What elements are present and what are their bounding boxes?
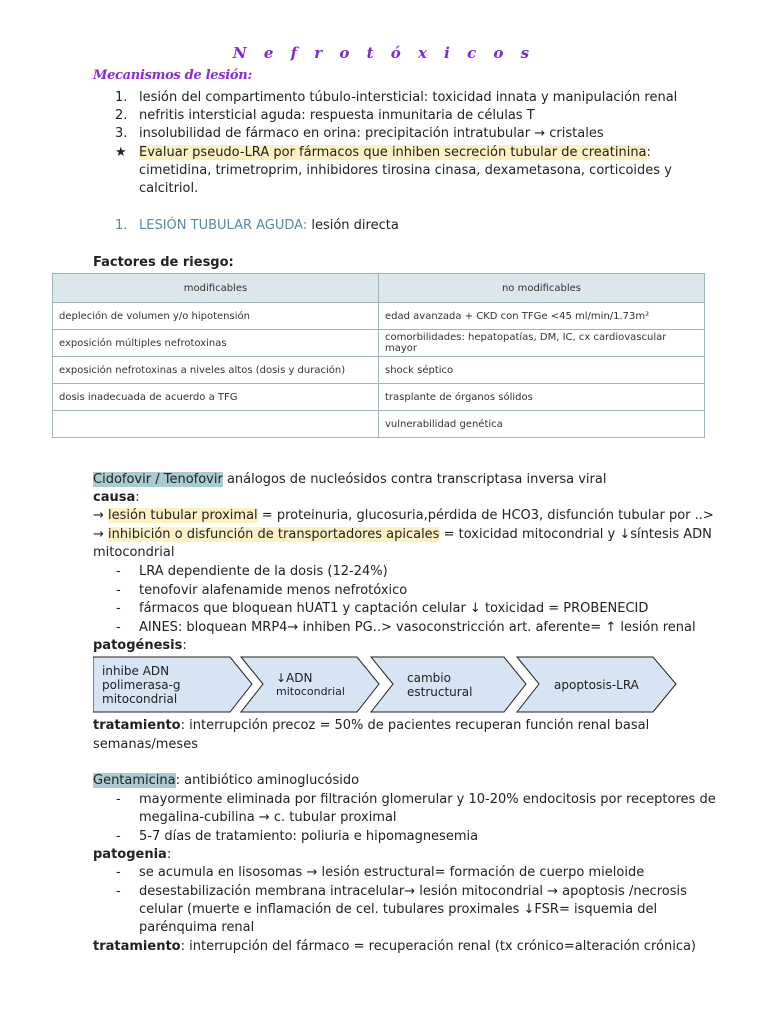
table-row [53, 384, 705, 411]
patogenia-heading [93, 846, 171, 864]
table-header: modificables [53, 274, 379, 303]
table-cell: depleción de volumen y/o hipotensión [53, 303, 379, 330]
list-item: lesión del compartimento túbulo-intersticial: toxicidad innata y manipulación renal [139, 90, 678, 105]
text: = proteinuria, glucosuria,pérdida de HCO3, disfunción tubular por ..> [257, 508, 714, 523]
page-title: N e f r o t ó x i c o s [232, 44, 536, 62]
bullet-dash: - [116, 583, 121, 598]
arrow-icon: → [93, 508, 109, 523]
bullet-dash: - [116, 564, 121, 579]
text: : interrupción precoz = 50% de pacientes recuperan función renal basal [180, 718, 650, 733]
list-item: mayormente eliminada por filtración glomerular y 10-20% endocitosis por receptores de [139, 792, 716, 807]
list-item: LRA dependiente de la dosis (12-24%) [139, 564, 388, 579]
causa-line [93, 526, 712, 544]
list-item: 5-7 días de tratamiento: poliuria e hipomagnesemia [139, 829, 479, 844]
table-cell [53, 411, 379, 438]
list-item-continuation: cimetidina, trimetroprim, inhibidores tirosina cinasa, dexametasona, corticoides y [139, 163, 672, 178]
table-row [53, 303, 705, 330]
bullet-dash: - [116, 884, 121, 899]
list-item: fármacos que bloquean hUAT1 y captación celular ↓ toxicidad = PROBENECID [139, 601, 649, 616]
causa-line-continuation: mitocondrial [93, 545, 175, 560]
section-heading [139, 217, 399, 235]
bullet-dash: - [116, 620, 121, 635]
list-number: 2. [115, 108, 128, 123]
list-item-continuation: megalina-cubilina → c. tubular proximal [139, 810, 397, 825]
flow-step-label: inhibe ADN [102, 664, 170, 678]
highlight: inhibición o disfunción de transportadores apicales [108, 527, 440, 542]
label: patogénesis [93, 638, 183, 653]
text: : [182, 638, 187, 653]
list-number: 1. [115, 90, 128, 105]
flow-step-label: mitocondrial [276, 685, 345, 698]
risk-heading: Factores de riesgo: [93, 255, 234, 270]
label: tratamiento [93, 939, 181, 954]
highlight: lesión tubular proximal [108, 508, 258, 523]
drug-description: análogos de nucleósidos contra transcriptasa inversa viral [222, 472, 607, 487]
section-text: lesión directa [307, 218, 399, 233]
drug-description: : antibiótico aminoglucósido [175, 773, 360, 788]
text: : [646, 145, 651, 160]
causa-heading [93, 489, 140, 507]
highlight: Evaluar pseudo-LRA por fármacos que inhiben secreción tubular de creatinina [139, 145, 647, 160]
text: : [135, 490, 140, 505]
text: : interrupción del fármaco = recuperación renal (tx crónico=alteración crónica) [180, 939, 697, 954]
label: tratamiento [93, 718, 181, 733]
label: causa [93, 490, 136, 505]
table-cell: comorbilidades: hepatopatías, DM, IC, cx cardiovascular mayor [379, 330, 705, 357]
table-cell: vulnerabilidad genética [379, 411, 705, 438]
flow-step-label: ↓ADN [276, 671, 313, 685]
drug-name: Gentamicina [93, 773, 176, 788]
list-item: AINES: bloquean MRP4→ inhiben PG..> vasoconstricción art. aferente= ↑ lesión renal [139, 620, 696, 635]
table-row [53, 330, 705, 357]
list-item: desestabilización membrana intracelular→ lesión mitocondrial → apoptosis /necrosis [139, 884, 687, 899]
list-item-continuation: parénquima renal [139, 920, 255, 935]
flow-step-label: cambio [407, 671, 451, 685]
mechanisms-heading: Mecanismos de lesión: [93, 68, 252, 83]
list-number: 3. [115, 126, 128, 141]
list-item-continuation: calcitriol. [139, 181, 199, 196]
star-icon: ★ [115, 145, 127, 160]
list-item: nefritis intersticial aguda: respuesta inmunitaria de células T [139, 108, 535, 123]
flow-step-label: apoptosis-LRA [554, 678, 639, 692]
treatment-line-continuation: semanas/meses [93, 737, 198, 752]
table-cell: edad avanzada + CKD con TFGe <45 ml/min/1.73m² [379, 303, 705, 330]
section-label: LESIÓN TUBULAR AGUDA: [139, 218, 308, 233]
label: patogenia [93, 847, 167, 862]
patogenesis-heading [93, 637, 187, 655]
table-row [53, 411, 705, 438]
drug-heading [93, 772, 359, 790]
table-cell: exposición nefrotoxinas a niveles altos (dosis y duración) [53, 357, 379, 384]
table-cell: dosis inadecuada de acuerdo a TFG [53, 384, 379, 411]
bullet-dash: - [116, 829, 121, 844]
list-item: insolubilidad de fármaco en orina: precipitación intratubular → cristales [139, 126, 604, 141]
drug-heading [93, 471, 606, 489]
flow-step-label: mitocondrial [102, 692, 178, 706]
text: = toxicidad mitocondrial y ↓síntesis ADN [439, 527, 712, 542]
bullet-dash: - [116, 865, 121, 880]
treatment-line [93, 938, 696, 956]
bullet-dash: - [116, 792, 121, 807]
causa-line [93, 507, 714, 525]
section-number: 1. [115, 218, 128, 233]
table-cell: exposición múltiples nefrotoxinas [53, 330, 379, 357]
text: : [166, 847, 172, 862]
arrow-icon: → [93, 527, 109, 542]
list-item [139, 144, 651, 162]
drug-name: Cidofovir / Tenofovir [93, 472, 223, 487]
treatment-line [93, 717, 649, 735]
table-header: no modificables [379, 274, 705, 303]
list-item: tenofovir alafenamide menos nefrotóxico [139, 583, 408, 598]
list-item: se acumula en lisosomas → lesión estructural= formación de cuerpo mieloide [139, 865, 645, 880]
flow-step-label: polimerasa-g [102, 678, 181, 692]
flow-step-label: estructural [407, 685, 473, 699]
table-cell: trasplante de órganos sólidos [379, 384, 705, 411]
table-cell: shock séptico [379, 357, 705, 384]
list-item-continuation: celular (muerte e inflamación de cel. tubulares proximales ↓FSR= isquemia del [139, 902, 658, 917]
table-row [53, 357, 705, 384]
risk-table [52, 273, 705, 438]
bullet-dash: - [116, 601, 121, 616]
